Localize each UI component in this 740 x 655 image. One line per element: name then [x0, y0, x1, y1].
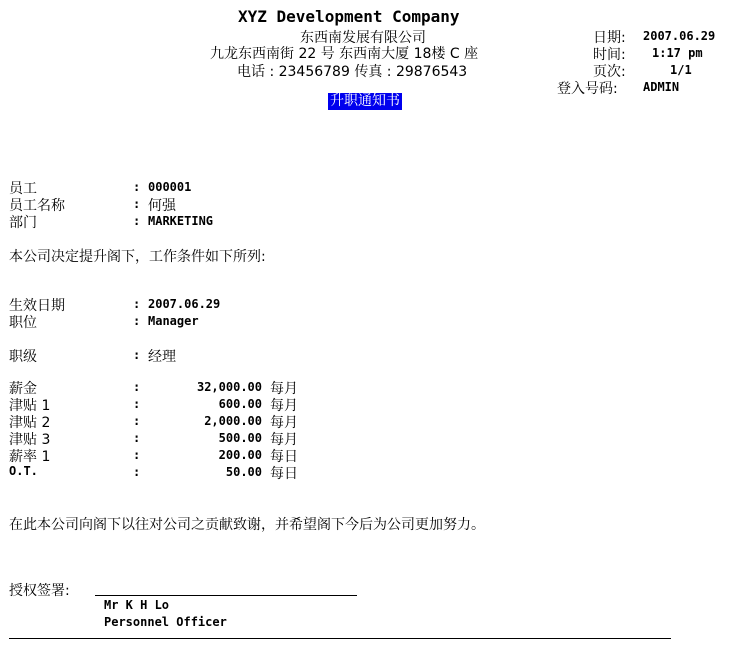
colon: : — [133, 414, 141, 428]
pay-item-unit: 每月 — [270, 432, 298, 448]
colon: : — [133, 348, 141, 362]
pay-item-label: 薪率 1 — [9, 449, 51, 465]
pay-item-unit: 每日 — [270, 449, 298, 465]
job-title-label: 职位 — [9, 315, 37, 331]
colon: : — [133, 214, 141, 228]
time-label: 时间: — [593, 47, 626, 63]
pay-item-amount: 50.00 — [225, 465, 262, 479]
signature-line — [95, 595, 357, 596]
pay-item-label: 薪金 — [9, 381, 37, 397]
date-label: 日期: — [593, 30, 626, 46]
colon: : — [133, 197, 141, 211]
employee-id-value: 000001 — [148, 180, 192, 194]
login-value: ADMIN — [643, 80, 680, 94]
pay-item-unit: 每月 — [270, 415, 298, 431]
pay-item-amount: 500.00 — [218, 431, 262, 445]
department-value: MARKETING — [148, 214, 214, 228]
department-label: 部门 — [9, 215, 37, 231]
pay-item-amount: 32,000.00 — [196, 380, 262, 394]
login-label: 登入号码: — [557, 81, 618, 97]
intro-text: 本公司决定提升阁下，工作条件如下所列: — [9, 249, 266, 265]
colon: : — [133, 297, 141, 311]
pay-item-unit: 每月 — [270, 381, 298, 397]
employee-name-value: 何强 — [148, 198, 176, 214]
colon: : — [133, 314, 141, 328]
pay-item-amount: 200.00 — [218, 448, 262, 462]
company-phone-fax: 电话 : 23456789 传真 : 29876543 — [237, 64, 468, 80]
effective-date-value: 2007.06.29 — [148, 297, 221, 311]
signature-label: 授权签署: — [9, 583, 70, 599]
pay-item-amount: 600.00 — [218, 397, 262, 411]
footer-divider — [9, 638, 671, 639]
pay-item-label: O.T. — [9, 464, 38, 478]
employee-id-label: 员工 — [9, 181, 37, 197]
colon: : — [133, 180, 141, 194]
page-value: 1/1 — [670, 63, 692, 77]
pay-item-amount: 2,000.00 — [204, 414, 262, 428]
colon: : — [133, 431, 141, 445]
pay-item-unit: 每月 — [270, 398, 298, 414]
grade-value: 经理 — [148, 349, 176, 365]
pay-item-unit: 每日 — [270, 466, 298, 482]
company-address: 九龙东西南街 22 号 东西南大厦 18楼 C 座 — [210, 46, 479, 62]
pay-item-label: 津贴 1 — [9, 398, 51, 414]
colon: : — [133, 465, 141, 479]
effective-date-label: 生效日期 — [9, 298, 65, 314]
time-value: 1:17 pm — [652, 46, 703, 60]
company-name-en: XYZ Development Company — [238, 7, 460, 26]
colon: : — [133, 380, 141, 394]
date-value: 2007.06.29 — [643, 29, 716, 43]
thanks-text: 在此本公司向阁下以往对公司之贡献致谢，并希望阁下今后为公司更加努力。 — [9, 517, 485, 533]
grade-label: 职级 — [9, 349, 37, 365]
pay-item-label: 津贴 2 — [9, 415, 51, 431]
colon: : — [133, 397, 141, 411]
colon: : — [133, 448, 141, 462]
signer-title: Personnel Officer — [104, 615, 227, 629]
page-label: 页次: — [593, 64, 626, 80]
company-name-cn: 东西南发展有限公司 — [300, 30, 426, 46]
job-title-value: Manager — [148, 314, 199, 328]
signer-name: Mr K H Lo — [104, 598, 170, 612]
employee-name-label: 员工名称 — [9, 198, 65, 214]
notice-title: 升职通知书 — [330, 93, 400, 109]
pay-item-label: 津贴 3 — [9, 432, 51, 448]
